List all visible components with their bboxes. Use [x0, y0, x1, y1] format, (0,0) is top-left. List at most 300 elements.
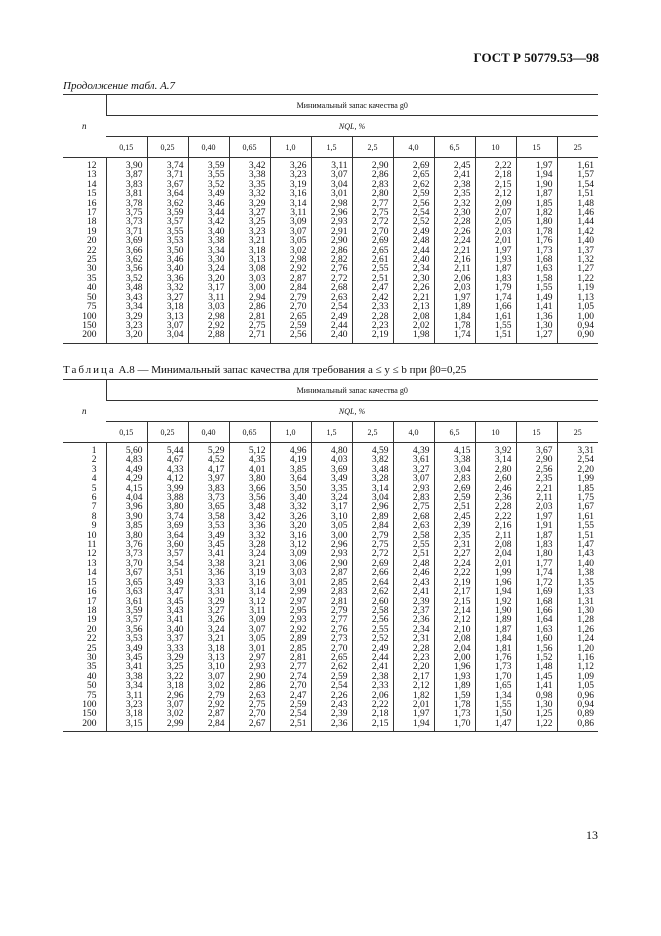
value-cell: 2,18 [352, 710, 393, 719]
value-cell: 3,88 [147, 494, 188, 503]
value-cell: 2,56 [393, 200, 434, 209]
value-cell: 2,90 [311, 237, 352, 246]
row-n-cell: 100 [82, 699, 97, 710]
value-cell: 1,70 [434, 720, 475, 732]
value-cell: 2,98 [270, 256, 311, 265]
value-cell: 1,44 [557, 218, 598, 227]
value-cell: 2,52 [393, 218, 434, 227]
value-cell: 3,29 [147, 654, 188, 663]
value-cell: 1,00 [557, 313, 598, 322]
value-cell: 3,92 [475, 443, 516, 457]
value-cell: 1,69 [516, 588, 557, 597]
value-cell: 2,79 [352, 532, 393, 541]
value-cell: 2,77 [270, 663, 311, 672]
value-cell: 3,23 [106, 701, 147, 710]
value-cell: 3,62 [147, 200, 188, 209]
value-cell: 2,65 [311, 654, 352, 663]
value-cell: 2,60 [352, 598, 393, 607]
value-cell: 3,59 [147, 209, 188, 218]
value-cell: 2,42 [352, 294, 393, 303]
value-cell: 2,68 [393, 513, 434, 522]
value-cell: 2,01 [475, 560, 516, 569]
value-cell: 1,55 [557, 522, 598, 531]
row-n-cell: 13 [87, 558, 97, 569]
value-cell: 1,22 [557, 275, 598, 284]
value-cell: 3,59 [106, 607, 147, 616]
value-cell: 3,05 [311, 522, 352, 531]
value-cell: 1,55 [475, 322, 516, 331]
value-cell: 3,24 [229, 550, 270, 559]
value-cell: 2,39 [393, 598, 434, 607]
row-n-cell: 7 [91, 502, 97, 513]
value-cell: 3,11 [270, 209, 311, 218]
value-cell: 1,74 [475, 294, 516, 303]
value-cell: 3,97 [188, 475, 229, 484]
value-cell: 1,97 [516, 513, 557, 522]
value-cell: 1,46 [557, 209, 598, 218]
value-cell: 2,49 [352, 645, 393, 654]
value-cell: 3,85 [106, 522, 147, 531]
value-cell: 0,94 [557, 701, 598, 710]
value-cell: 2,09 [475, 200, 516, 209]
value-cell: 2,39 [434, 522, 475, 531]
value-cell: 3,60 [147, 541, 188, 550]
value-cell: 4,29 [106, 475, 147, 484]
value-cell: 2,83 [311, 588, 352, 597]
value-cell: 1,66 [475, 303, 516, 312]
value-cell: 2,86 [352, 171, 393, 180]
value-cell: 2,16 [434, 256, 475, 265]
value-cell: 3,45 [106, 654, 147, 663]
value-cell: 3,38 [188, 237, 229, 246]
value-cell: 3,32 [270, 503, 311, 512]
value-cell: 2,19 [352, 331, 393, 343]
value-cell: 2,06 [352, 692, 393, 701]
value-cell: 3,90 [106, 513, 147, 522]
value-cell: 3,38 [188, 560, 229, 569]
value-cell: 2,41 [393, 588, 434, 597]
value-cell: 2,10 [434, 626, 475, 635]
value-cell: 1,28 [557, 616, 598, 625]
value-cell: 3,01 [311, 190, 352, 199]
value-cell: 0,90 [557, 331, 598, 343]
value-cell: 1,48 [557, 200, 598, 209]
value-cell: 3,52 [106, 275, 147, 284]
value-cell: 2,55 [352, 265, 393, 274]
value-cell: 3,50 [147, 247, 188, 256]
value-cell: 4,35 [229, 456, 270, 465]
value-cell: 2,99 [147, 720, 188, 732]
value-cell: 2,16 [475, 522, 516, 531]
value-cell: 2,70 [270, 682, 311, 691]
value-cell: 2,22 [352, 701, 393, 710]
value-cell: 3,40 [147, 626, 188, 635]
value-cell: 2,76 [311, 265, 352, 274]
value-cell: 3,74 [147, 513, 188, 522]
value-cell: 2,93 [270, 616, 311, 625]
value-cell: 1,73 [516, 247, 557, 256]
value-cell: 1,22 [516, 720, 557, 732]
value-cell: 2,03 [475, 228, 516, 237]
value-cell: 1,65 [475, 682, 516, 691]
value-cell: 3,18 [229, 247, 270, 256]
value-cell: 2,75 [229, 701, 270, 710]
value-cell: 2,65 [270, 313, 311, 322]
value-cell: 1,76 [475, 654, 516, 663]
value-cell: 2,73 [311, 635, 352, 644]
value-cell: 2,79 [311, 607, 352, 616]
value-cell: 2,48 [393, 560, 434, 569]
value-cell: 2,04 [475, 550, 516, 559]
value-cell: 1,30 [516, 322, 557, 331]
value-cell: 1,78 [434, 322, 475, 331]
value-cell: 2,81 [270, 654, 311, 663]
value-cell: 1,40 [557, 237, 598, 246]
value-cell: 3,30 [188, 256, 229, 265]
value-cell: 3,69 [311, 466, 352, 475]
value-cell: 2,61 [352, 256, 393, 265]
value-cell: 3,35 [229, 181, 270, 190]
value-cell: 1,94 [475, 588, 516, 597]
value-cell: 1,50 [475, 710, 516, 719]
value-cell: 3,53 [106, 635, 147, 644]
row-n-cell: 2 [91, 455, 97, 466]
value-cell: 3,20 [270, 522, 311, 531]
nql-column-header: 25 [557, 422, 598, 443]
value-cell: 2,76 [311, 626, 352, 635]
nql-column-header: 15 [516, 422, 557, 443]
value-cell: 2,46 [475, 485, 516, 494]
value-cell: 2,94 [229, 294, 270, 303]
value-cell: 3,04 [434, 466, 475, 475]
value-cell: 3,18 [188, 645, 229, 654]
value-cell: 2,75 [352, 209, 393, 218]
value-cell: 2,87 [270, 275, 311, 284]
value-cell: 3,27 [393, 466, 434, 475]
value-cell: 2,35 [434, 532, 475, 541]
value-cell: 3,24 [188, 265, 229, 274]
value-cell: 2,96 [311, 541, 352, 550]
row-n-cell: 16 [87, 587, 97, 598]
value-cell: 2,56 [516, 466, 557, 475]
value-cell: 2,45 [434, 513, 475, 522]
value-cell: 1,25 [516, 710, 557, 719]
value-cell: 1,90 [516, 181, 557, 190]
row-n-cell: 13 [87, 170, 97, 181]
value-cell: 2,64 [352, 579, 393, 588]
value-cell: 2,96 [352, 503, 393, 512]
value-cell: 3,07 [188, 673, 229, 682]
value-cell: 3,13 [188, 654, 229, 663]
value-cell: 3,75 [106, 209, 147, 218]
value-cell: 1,41 [516, 303, 557, 312]
value-cell: 2,96 [147, 692, 188, 701]
value-cell: 2,02 [393, 322, 434, 331]
value-cell: 4,03 [311, 456, 352, 465]
table-a8 [63, 379, 598, 732]
value-cell: 3,42 [188, 218, 229, 227]
value-cell: 2,34 [393, 265, 434, 274]
value-cell: 3,14 [270, 200, 311, 209]
value-cell: 4,52 [188, 456, 229, 465]
value-cell: 3,49 [106, 645, 147, 654]
value-cell: 2,83 [393, 494, 434, 503]
table-a7-continuation-caption: Продолжение табл. А.7 [63, 80, 176, 92]
value-cell: 1,74 [516, 569, 557, 578]
value-cell: 1,33 [557, 588, 598, 597]
value-cell: 3,34 [188, 247, 229, 256]
table-a7 [63, 94, 598, 344]
document-header: ГОСТ Р 50779.53—98 [473, 50, 599, 65]
nql-column-header: 15 [516, 137, 557, 158]
value-cell: 5,60 [106, 443, 147, 457]
nql-column-header: 25 [557, 137, 598, 158]
value-cell: 2,49 [393, 228, 434, 237]
value-cell: 4,67 [147, 456, 188, 465]
row-n-cell: 18 [87, 605, 97, 616]
value-cell: 3,53 [147, 237, 188, 246]
value-cell: 2,22 [475, 513, 516, 522]
value-cell: 2,86 [229, 682, 270, 691]
value-cell: 2,23 [393, 654, 434, 663]
value-cell: 2,95 [270, 607, 311, 616]
value-cell: 1,99 [475, 569, 516, 578]
value-cell: 1,84 [434, 313, 475, 322]
value-cell: 4,15 [434, 443, 475, 457]
value-cell: 2,79 [270, 294, 311, 303]
value-cell: 2,08 [475, 541, 516, 550]
value-cell: 1,76 [516, 237, 557, 246]
value-cell: 3,51 [147, 569, 188, 578]
value-cell: 3,66 [106, 247, 147, 256]
value-cell: 3,18 [147, 303, 188, 312]
value-cell: 2,55 [393, 541, 434, 550]
value-cell: 3,16 [270, 190, 311, 199]
value-cell: 2,20 [557, 466, 598, 475]
value-cell: 3,34 [106, 303, 147, 312]
value-cell: 1,78 [434, 701, 475, 710]
row-n-cell: 30 [87, 264, 97, 275]
value-cell: 2,26 [434, 228, 475, 237]
row-n-cell: 150 [82, 709, 97, 720]
value-cell: 2,66 [352, 569, 393, 578]
value-cell: 1,64 [516, 616, 557, 625]
value-cell: 3,90 [106, 158, 147, 172]
value-cell: 3,56 [106, 265, 147, 274]
value-cell: 2,75 [229, 322, 270, 331]
value-cell: 2,11 [475, 532, 516, 541]
value-cell: 1,80 [516, 550, 557, 559]
value-cell: 3,04 [352, 494, 393, 503]
value-cell: 2,15 [434, 598, 475, 607]
row-n-cell: 3 [91, 464, 97, 475]
value-cell: 2,31 [434, 541, 475, 550]
table-a8-caption [63, 364, 466, 376]
value-cell: 3,67 [516, 443, 557, 457]
nql-column-header: 1,5 [311, 422, 352, 443]
value-cell: 2,36 [393, 616, 434, 625]
value-cell: 3,07 [147, 322, 188, 331]
value-cell: 2,06 [434, 275, 475, 284]
value-cell: 2,31 [393, 635, 434, 644]
value-cell: 2,27 [434, 550, 475, 559]
value-cell: 3,03 [188, 303, 229, 312]
value-cell: 3,99 [147, 485, 188, 494]
value-cell: 2,22 [475, 158, 516, 172]
n-column-header: n [63, 95, 106, 158]
value-cell: 1,81 [475, 645, 516, 654]
value-cell: 1,47 [557, 541, 598, 550]
value-cell: 2,44 [311, 322, 352, 331]
value-cell: 2,51 [352, 275, 393, 284]
value-cell: 3,03 [229, 275, 270, 284]
value-cell: 1,89 [434, 682, 475, 691]
value-cell: 3,02 [147, 710, 188, 719]
value-cell: 3,71 [106, 228, 147, 237]
value-cell: 2,72 [352, 218, 393, 227]
value-cell: 3,43 [147, 607, 188, 616]
value-cell: 2,08 [434, 635, 475, 644]
value-cell: 1,63 [516, 626, 557, 635]
row-n-cell: 75 [87, 690, 97, 701]
value-cell: 1,68 [516, 256, 557, 265]
value-cell: 3,57 [106, 616, 147, 625]
nql-header: NQL, % [106, 116, 598, 137]
value-cell: 2,77 [352, 200, 393, 209]
value-cell: 2,93 [393, 485, 434, 494]
value-cell: 3,49 [311, 475, 352, 484]
value-cell: 1,41 [516, 682, 557, 691]
value-cell: 3,55 [188, 171, 229, 180]
value-cell: 1,43 [557, 550, 598, 559]
value-cell: 1,82 [516, 209, 557, 218]
value-cell: 2,84 [188, 720, 229, 732]
value-cell: 1,30 [516, 701, 557, 710]
value-cell: 2,22 [434, 569, 475, 578]
value-cell: 1,55 [516, 284, 557, 293]
row-n-cell: 40 [87, 671, 97, 682]
value-cell: 3,10 [311, 513, 352, 522]
row-n-cell: 16 [87, 198, 97, 209]
value-cell: 2,44 [352, 654, 393, 663]
row-n-cell: 200 [82, 330, 97, 341]
value-cell: 2,12 [434, 616, 475, 625]
value-cell: 2,54 [270, 710, 311, 719]
value-cell: 2,01 [475, 237, 516, 246]
value-cell: 2,07 [475, 209, 516, 218]
value-cell: 3,32 [229, 190, 270, 199]
value-cell: 2,28 [393, 645, 434, 654]
value-cell: 3,21 [229, 560, 270, 569]
value-cell: 1,74 [434, 331, 475, 343]
value-cell: 1,66 [516, 607, 557, 616]
value-cell: 2,21 [393, 294, 434, 303]
value-cell: 1,55 [475, 701, 516, 710]
value-cell: 2,92 [270, 265, 311, 274]
value-cell: 2,14 [434, 607, 475, 616]
row-n-cell: 12 [87, 549, 97, 560]
value-cell: 2,37 [393, 607, 434, 616]
value-cell: 2,71 [229, 331, 270, 343]
value-cell: 2,92 [188, 701, 229, 710]
value-cell: 2,74 [270, 673, 311, 682]
nql-column-header: 1,0 [270, 422, 311, 443]
value-cell: 2,85 [311, 579, 352, 588]
row-n-cell: 35 [87, 662, 97, 673]
value-cell: 3,08 [229, 265, 270, 274]
value-cell: 3,07 [311, 171, 352, 180]
value-cell: 2,11 [516, 494, 557, 503]
value-cell: 1,89 [434, 303, 475, 312]
value-cell: 3,49 [188, 190, 229, 199]
value-cell: 3,57 [147, 550, 188, 559]
value-cell: 2,67 [229, 720, 270, 732]
value-cell: 2,90 [229, 673, 270, 682]
value-cell: 2,13 [393, 303, 434, 312]
value-cell: 3,46 [147, 256, 188, 265]
value-cell: 3,57 [147, 218, 188, 227]
value-cell: 1,97 [434, 294, 475, 303]
value-cell: 1,36 [516, 313, 557, 322]
value-cell: 2,97 [229, 654, 270, 663]
value-cell: 2,30 [434, 209, 475, 218]
value-cell: 2,17 [393, 673, 434, 682]
table-label: Таблица [63, 364, 116, 376]
value-cell: 2,40 [311, 331, 352, 343]
value-cell: 3,27 [147, 294, 188, 303]
value-cell: 2,28 [475, 503, 516, 512]
value-cell: 2,75 [393, 503, 434, 512]
value-cell: 1,75 [557, 494, 598, 503]
value-cell: 1,20 [557, 645, 598, 654]
value-cell: 2,72 [352, 550, 393, 559]
row-n-cell: 75 [87, 302, 97, 313]
value-cell: 3,00 [311, 532, 352, 541]
value-cell: 1,80 [516, 218, 557, 227]
value-cell: 1,96 [434, 663, 475, 672]
value-cell: 3,36 [188, 569, 229, 578]
value-cell: 1,42 [557, 228, 598, 237]
value-cell: 2,38 [352, 673, 393, 682]
value-cell: 3,69 [147, 522, 188, 531]
value-cell: 3,48 [352, 466, 393, 475]
value-cell: 2,47 [352, 284, 393, 293]
value-cell: 2,92 [270, 626, 311, 635]
value-cell: 2,91 [311, 228, 352, 237]
value-cell: 3,64 [147, 532, 188, 541]
row-n-cell: 11 [87, 540, 97, 551]
row-n-cell: 14 [87, 568, 97, 579]
value-cell: 2,69 [352, 560, 393, 569]
value-cell: 2,89 [270, 635, 311, 644]
row-n-cell: 10 [87, 530, 97, 541]
value-cell: 1,35 [557, 579, 598, 588]
value-cell: 3,33 [188, 579, 229, 588]
value-cell: 1,79 [475, 284, 516, 293]
nql-column-header: 4,0 [393, 137, 434, 158]
value-cell: 1,90 [475, 607, 516, 616]
value-cell: 3,29 [106, 313, 147, 322]
value-cell: 2,59 [393, 190, 434, 199]
row-n-cell: 9 [91, 521, 97, 532]
value-cell: 3,70 [106, 560, 147, 569]
value-cell: 3,23 [270, 171, 311, 180]
value-cell: 3,15 [106, 720, 147, 732]
value-cell: 3,06 [270, 560, 311, 569]
value-cell: 2,54 [393, 209, 434, 218]
value-cell: 3,14 [229, 588, 270, 597]
value-cell: 1,48 [516, 663, 557, 672]
